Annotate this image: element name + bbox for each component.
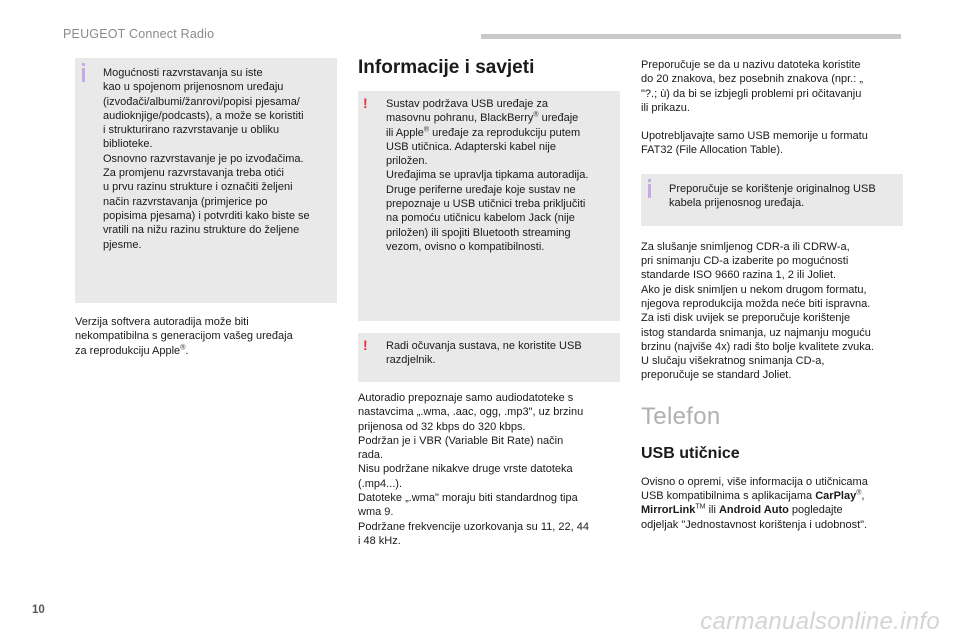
- info-cable-text: Preporučuje se korištenje originalnog USB kabela prijenosnog uređaja.: [669, 182, 876, 210]
- filename-paragraph: Preporučuje se da u nazivu datoteka koristite do 20 znakova, bez posebnih znakova (npr.: „ "?.; ù) da bi se izbjegli problemi pri očitavanju ili prikazu.: [641, 59, 863, 114]
- column-1: [75, 58, 337, 358]
- usb-heading: USB utičnice: [641, 444, 740, 462]
- usb-text-1: Ovisno o opremi, više informacija o utičnicama USB kompatibilnima s aplikacijama: [641, 475, 868, 503]
- warning-text: [372, 97, 614, 254]
- fat32-paragraph: Upotrebljavajte samo USB memorije u formatu FAT32 (File Allocation Table).: [641, 130, 868, 157]
- telefon-heading: Telefon: [641, 402, 721, 430]
- audio-files-paragraph: Autoradio prepoznaje samo audiodatoteke s nastavcima „.wma, .aac, ogg, .mp3", uz brzinu prijenosa od 32 kbps do 320 kbps. Podržan je i VBR (Variable Bit Rate) način rada. Nisu podržane nikakve druge vrste datoteka (.mp4...). Datoteke „.wma" moraju biti standardnog tipa wma 9. Podržane frekvencije uzorkovanja su 11, 22, 44 i 48 kHz.: [358, 392, 589, 547]
- usb-text-4: pogledajte odjeljak "Jednostavnost korištenja i udobnost".: [641, 504, 868, 531]
- trademark-mark: TM: [695, 503, 706, 511]
- info-icon: [648, 184, 651, 198]
- usb-text-2: ,: [861, 490, 865, 503]
- info-icon-dot: [82, 63, 85, 66]
- cd-paragraph: Za slušanje snimljenog CDR-a ili CDRW-a, pri snimanju CD-a izaberite po mogućnosti standarde ISO 9660 razina 1, 2 ili Joliet. Ako je disk snimljen u nekom drugom formatu, njegova reprodukcija možda neće biti ispravna. Za isti disk uvijek se preporučuje korištenje istog standarda snimanja, uz najmanju moguću brzinu (najviše 4x) radi što bolje kvalitete zvuka. U slučaju višekratnog snimanja CD-a, preporučuje se standard Joliet.: [641, 240, 874, 382]
- warning-text-1: Sustav podržava USB uređaje za masovnu pohranu, BlackBerry: [386, 98, 549, 125]
- info-box-cable: [641, 174, 903, 226]
- registered-mark: ®: [533, 111, 539, 119]
- column-3: [641, 58, 903, 532]
- carplay-label: CarPlay: [815, 490, 857, 503]
- section-heading: Informacije i savjeti: [358, 57, 535, 78]
- mirrorlink-label: MirrorLink: [641, 504, 696, 517]
- warning-text-3: uređaje za reprodukciju putem USB utičnica. Adapterski kabel nije priložen. Uređajima se upravlja tipkama autoradija. Druge periferne uređaje koje sustav ne prepoznaje u USB utičnici treba priključiti na pomoću utičnicu kabelom Jack (nije priložen) ili spojiti Bluetooth streaming vezom, ovisno o kompatibilnosti.: [386, 126, 589, 253]
- info-icon: [82, 68, 85, 82]
- warning-box-usb-support: [358, 91, 620, 321]
- warning-text-2: uređaje ili Apple: [386, 112, 579, 139]
- info-box-sorting: [75, 58, 337, 303]
- usb-paragraph: [641, 475, 903, 532]
- registered-mark: ®: [423, 125, 430, 133]
- compat-paragraph: [75, 315, 337, 358]
- warning-hub-text: Radi očuvanja sustava, ne koristite USB razdjelnik.: [386, 340, 582, 367]
- compat-text: Verzija softvera autoradija može biti nekompatibilna s generacijom vašeg uređaja za reprodukciju Apple: [75, 316, 293, 357]
- column-2: [358, 58, 620, 548]
- info-box-text: Mogućnosti razvrstavanja su iste kao u spojenom prijenosnom uređaju (izvođači/albumi/žanrovi/popisi pjesama/ audioknjige/podcasts), a može se koristiti i strukturirano razvrstavanje u obliku biblioteke. Osnovno razvrstavanje je po izvođačima. Za promjenu razvrstavanja treba otići u prvu razinu strukture i označiti željeni način razvrstavanja (primjerice po popisima pjesama) i potvrditi kako biste se vratili na nižu razinu strukture do željene pjesme.: [103, 67, 310, 251]
- registered-mark: ®: [180, 343, 186, 351]
- info-icon-dot: [648, 179, 651, 182]
- header-title: PEUGEOT Connect Radio: [63, 27, 215, 41]
- registered-mark: ®: [856, 489, 862, 497]
- page-number: 10: [32, 604, 45, 616]
- compat-end: .: [185, 344, 189, 357]
- header-bar: [481, 34, 901, 39]
- android-auto-label: Android Auto: [718, 504, 789, 517]
- usb-text-3: ili: [705, 504, 719, 517]
- warning-box-hub: [358, 333, 620, 382]
- warning-icon: !: [363, 337, 368, 353]
- watermark: carmanualsonline.info: [700, 608, 940, 635]
- warning-icon: !: [363, 95, 368, 111]
